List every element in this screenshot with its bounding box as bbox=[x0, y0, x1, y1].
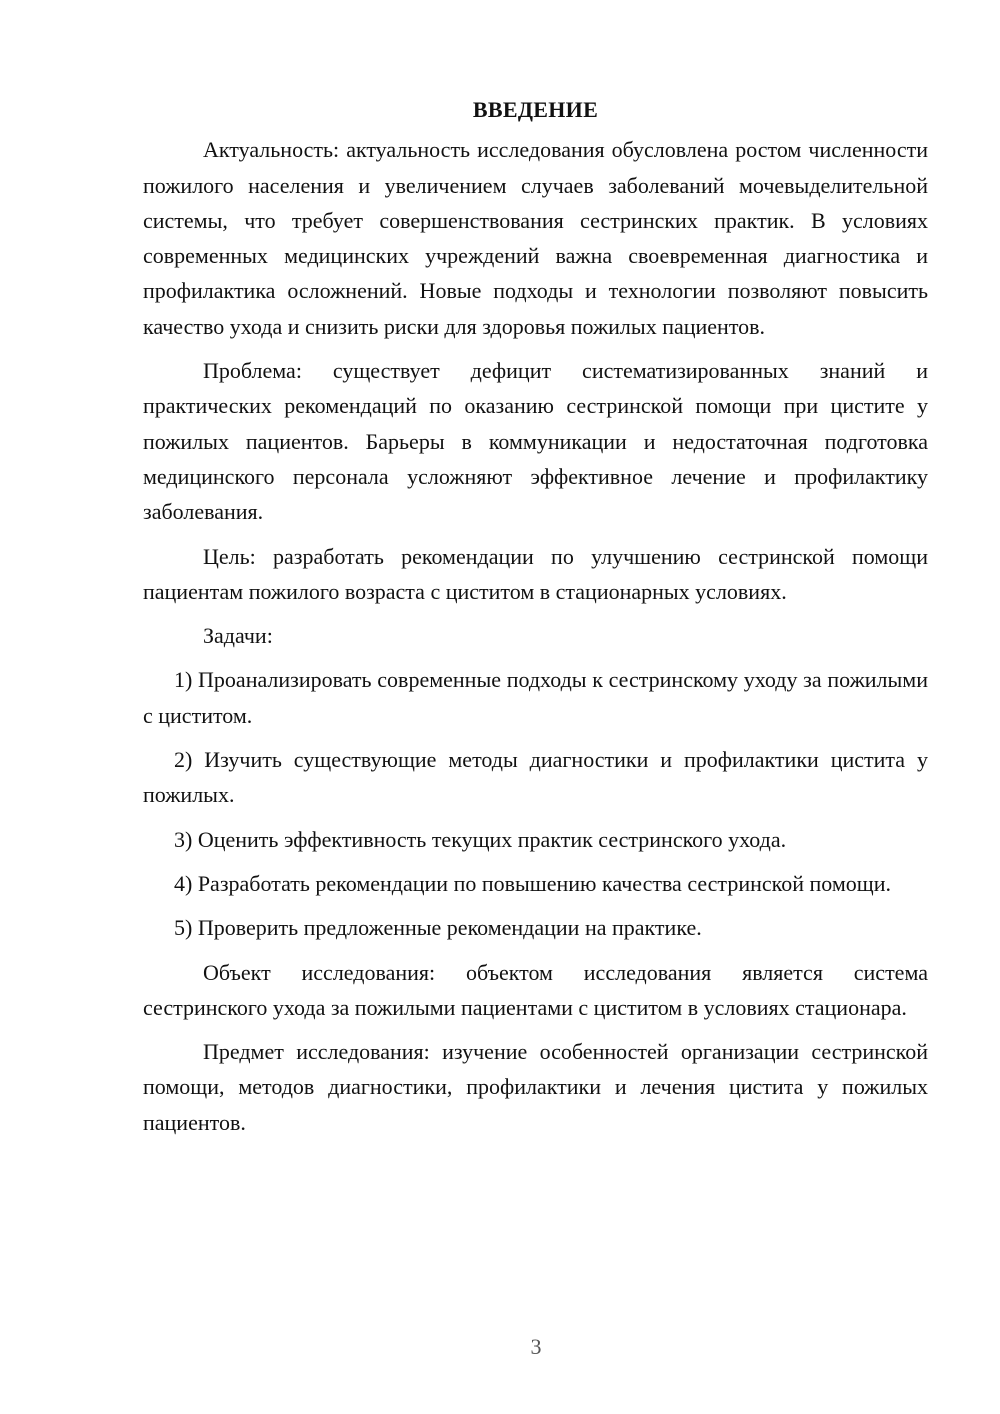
paragraph-object: Объект исследования: объектом исследования является система сестринского ухода за пожилыми пациентами с циститом в условиях стационара. bbox=[143, 959, 928, 1020]
task-item: 4) Разработать рекомендации по повышению качества сестринской помощи. bbox=[174, 870, 891, 896]
task-item: 1) Проанализировать современные подходы к сестринскому уходу за пожилыми с циститом. bbox=[143, 667, 928, 728]
page-content bbox=[143, 92, 928, 1149]
section-heading: ВВЕДЕНИЕ bbox=[472, 97, 599, 122]
task-item: 3) Оценить эффективность текущих практик сестринского ухода. bbox=[174, 826, 787, 852]
paragraph-relevance: Актуальность: актуальность исследования обусловлена ростом численности пожилого населения и увеличением случаев заболеваний мочевыделительной системы, что требует совершенствования сестринских практик. В условиях современных медицинских учреждений важна своевременная диагностика и профилактика осложнений. Новые подходы и технологии позволяют повысить качество ухода и снизить риски для здоровья пожилых пациентов. bbox=[143, 137, 928, 339]
task-item: 5) Проверить предложенные рекомендации на практике. bbox=[174, 915, 702, 941]
paragraph-goal: Цель: разработать рекомендации по улучшению сестринской помощи пациентам пожилого возраста с циститом в стационарных условиях. bbox=[143, 543, 928, 604]
page-number: 3 bbox=[530, 1334, 542, 1359]
task-item: 2) Изучить существующие методы диагностики и профилактики цистита у пожилых. bbox=[143, 747, 928, 808]
paragraph-subject: Предмет исследования: изучение особенностей организации сестринской помощи, методов диагностики, профилактики и лечения цистита у пожилых пациентов. bbox=[143, 1039, 928, 1135]
paragraph-tasks-title: Задачи: bbox=[203, 623, 273, 649]
paragraph-problem: Проблема: существует дефицит систематизированных знаний и практических рекомендаций по оказанию сестринской помощи при цистите у пожилых пациентов. Барьеры в коммуникации и недостаточная подготовка медицинского персонала усложняют эффективное лечение и профилактику заболевания. bbox=[143, 358, 928, 525]
